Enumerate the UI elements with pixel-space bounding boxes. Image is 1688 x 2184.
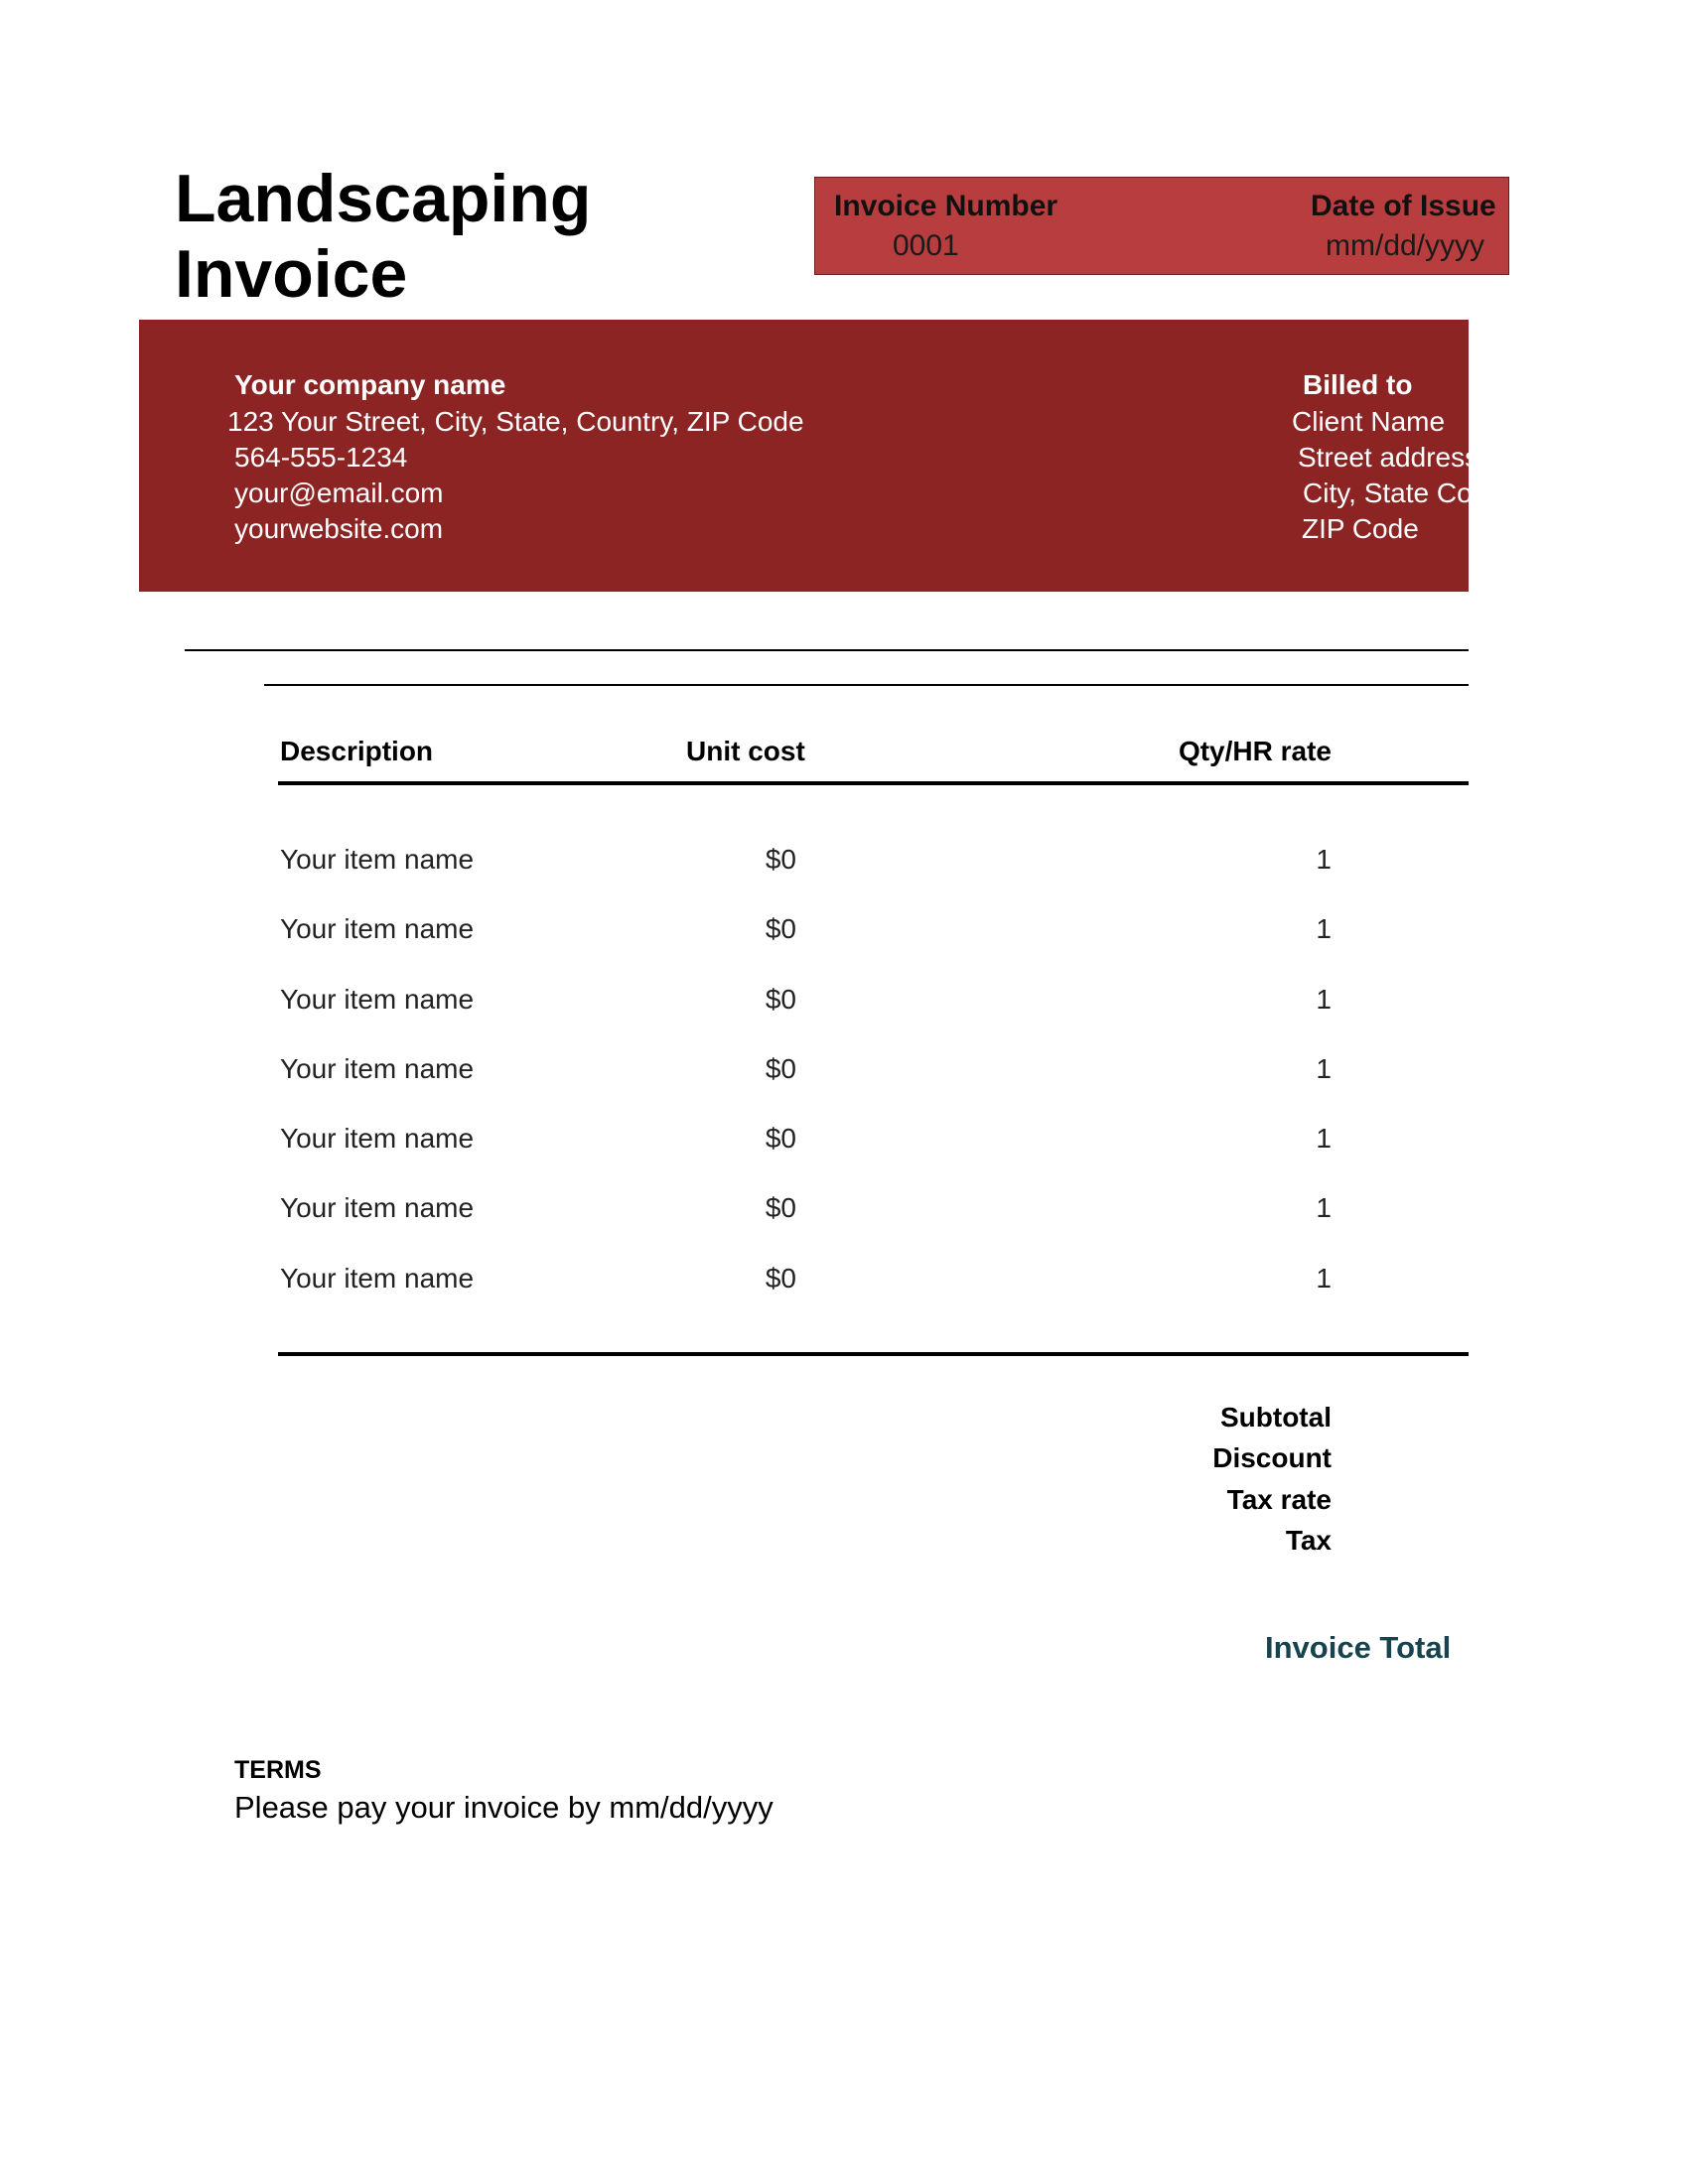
invoice-total-label: Invoice Total xyxy=(1265,1630,1452,1665)
company-website: yourwebsite.com xyxy=(234,513,444,544)
row-description: Your item name xyxy=(280,1123,475,1154)
date-of-issue-value: mm/dd/yyyy xyxy=(1326,229,1485,262)
tax-rate-label: Tax rate xyxy=(1226,1484,1332,1515)
row-unit-cost: $0 xyxy=(765,913,796,944)
row-description: Your item name xyxy=(280,1263,475,1294)
discount-label: Discount xyxy=(1212,1442,1332,1473)
row-description: Your item name xyxy=(280,984,475,1015)
company-name: Your company name xyxy=(234,369,506,400)
terms-heading: TERMS xyxy=(234,1756,322,1784)
row-qty: 1 xyxy=(1316,1263,1332,1294)
billed-to-label: Billed to xyxy=(1303,369,1413,400)
row-qty: 1 xyxy=(1316,1123,1332,1154)
divider-top-1 xyxy=(185,649,1469,651)
row-unit-cost: $0 xyxy=(765,984,796,1015)
date-of-issue-label: Date of Issue xyxy=(1311,190,1496,222)
invoice-meta-box xyxy=(814,177,1509,275)
company-email: your@email.com xyxy=(234,478,444,508)
client-name: Client Name xyxy=(1292,406,1446,437)
client-city: City, State Country xyxy=(1303,478,1534,508)
subtotal-label: Subtotal xyxy=(1220,1402,1332,1433)
terms-text: Please pay your invoice by mm/dd/yyyy xyxy=(234,1790,774,1825)
row-qty: 1 xyxy=(1316,913,1332,944)
company-billing-band xyxy=(139,320,1534,592)
row-qty: 1 xyxy=(1316,1053,1332,1084)
row-unit-cost: $0 xyxy=(765,844,796,875)
invoice-number-label: Invoice Number xyxy=(834,190,1058,222)
tax-label: Tax xyxy=(1285,1525,1332,1556)
divider-top-2 xyxy=(264,684,1469,686)
row-description: Your item name xyxy=(280,913,475,944)
row-unit-cost: $0 xyxy=(765,1053,796,1084)
page-title xyxy=(175,161,591,312)
row-qty: 1 xyxy=(1316,984,1332,1015)
row-unit-cost: $0 xyxy=(765,1123,796,1154)
company-phone: 564-555-1234 xyxy=(234,442,408,473)
header-description: Description xyxy=(280,736,434,766)
header-qty: Qty/HR rate xyxy=(1178,736,1332,766)
header-unit-cost: Unit cost xyxy=(686,736,805,766)
title-line-1: Landscaping xyxy=(175,161,592,236)
client-street: Street address xyxy=(1298,442,1479,473)
table-footer-rule xyxy=(278,1352,1469,1356)
row-qty: 1 xyxy=(1316,1192,1332,1223)
row-description: Your item name xyxy=(280,1192,475,1223)
row-description: Your item name xyxy=(280,844,475,875)
row-unit-cost: $0 xyxy=(765,1263,796,1294)
table-header-rule xyxy=(278,781,1469,785)
title-line-2: Invoice xyxy=(175,236,408,312)
row-unit-cost: $0 xyxy=(765,1192,796,1223)
client-zip: ZIP Code xyxy=(1302,513,1419,544)
company-address: 123 Your Street, City, State, Country, ZIP Code xyxy=(227,406,804,437)
invoice-number-value: 0001 xyxy=(893,229,959,262)
row-qty: 1 xyxy=(1316,844,1332,875)
row-description: Your item name xyxy=(280,1053,475,1084)
